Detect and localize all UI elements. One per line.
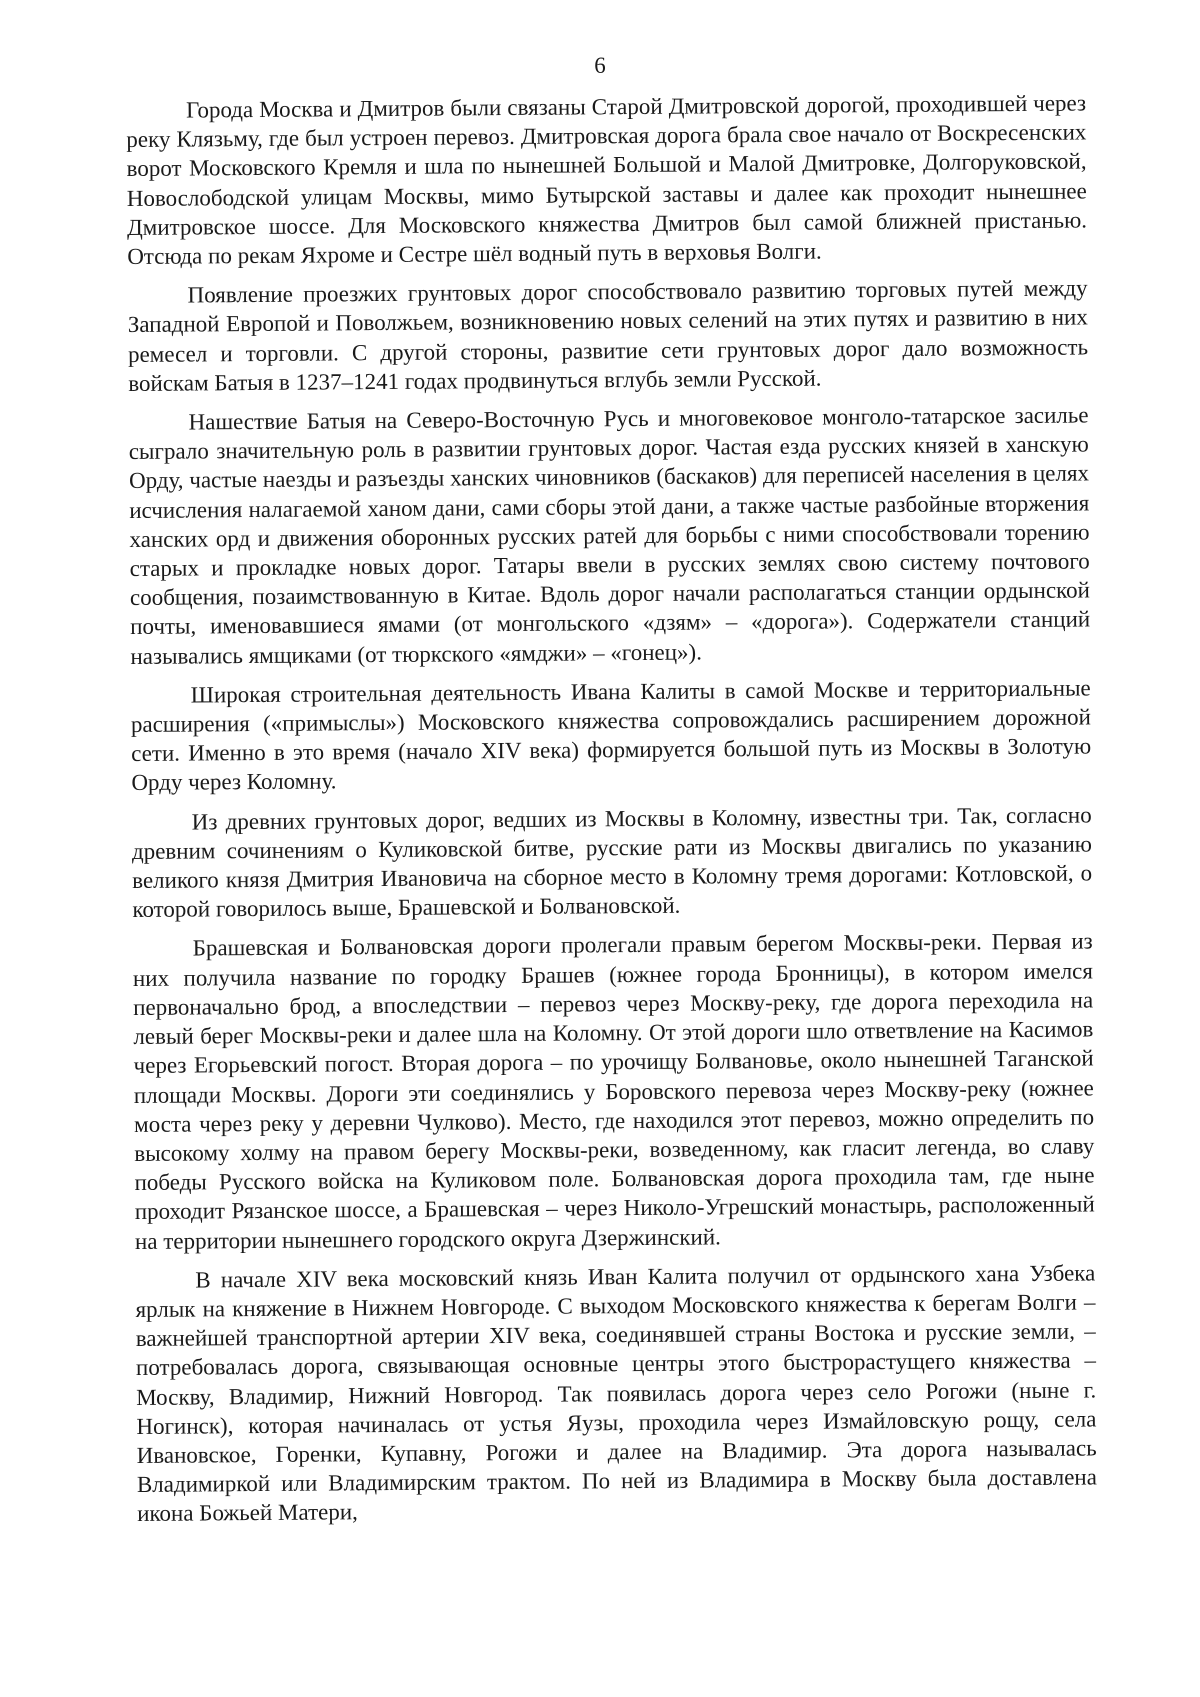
paragraph-vladimir-road: В начале XIV века московский князь Иван Калита получил от ордынского хана Узбека ярлык на княжение в Нижнем Новгороде. С выходом Московского княжества к берегам Волги – важнейшей транспортной артерии XIV века, соединявшей страны Востока и русские земли, – потребовалась дорога, связывающая основные центры этого быстрорастущего княжества – Москву, Владимир, Нижний Новгород. Так появилась дорога через село Рогожи (ныне г. Ногинск), которая начиналась от устья Яузы, проходила через Измайловскую рощу, села Ивановское, Горенки, Купавну, Рогожи и далее на Владимир. Эта дорога называлась Владимиркой или Владимирским трактом. По ней из Владимира в Москву была доставлена икона Божьей Матери, [135,1260,1097,1527]
paragraph-dmitrov-road: Города Москва и Дмитров были связаны Старой Дмитровской дорогой, проходившей через реку Клязьму, где был устроен перевоз. Дмитровская дорога брала свое начало от Воскресенских ворот Московского Кремля и шла по нынешней Большой и Малой Дмитровке, Долгоруковской, Новослободской улицам Москвы, мимо Бутырской заставы и далее как проходит нынешнее Дмитровское шоссе. Для Московского княжества Дмитров был самой ближней пристанью. Отсюда по рекам Яхроме и Сестре шёл водный путь в верховья Волги. [126,90,1088,270]
paragraph-batu-invasion: Нашествие Батыя на Северо-Восточную Русь и многовековое монголо-татарское засилье сыграло значительную роль в развитии грунтовых дорог. Частая езда русских князей в ханскую Орду, частые наезды и разъезды ханских чиновников (баскаков) для переписей населения в целях исчисления налагаемой ханом дани, сами сборы этой дани, а также частые разбойные вторжения ханских орд и движения оборонных русских ратей для борьбы с ними способствовали торению старых и прокладке новых дорог. Татары ввели в русских землях свою систему почтового сообщения, позаимствованную в Китае. Вдоль дорог начали располагаться станции ордынской почты, именовавшиеся ямами (от монгольского «дзям» – «дорога»). Содержатели станций назывались ямщиками (от тюркского «ямджи» – «гонец»). [128,402,1091,669]
paragraph-ivan-kalita: Широкая строительная деятельность Ивана Калиты в самой Москве и территориальные расширения («примыслы») Московского княжества сопровождались расширением дорожной сети. Именно в это время (начало XIV века) формируется большой путь из Москвы в Золотую Орду через Коломну. [130,675,1092,796]
document-body [126,88,1097,1538]
paragraph-kolomna-roads: Из древних грунтовых дорог, ведших из Москвы в Коломну, известны три. Так, согласно древним сочинениям о Куликовской битве, русские рати из Москвы двигались по указанию великого князя Дмитрия Ивановича на сборное место в Коломну тремя дорогами: Котловской, о которой говорилось выше, Брашевской и Болвановской. [131,802,1093,923]
page-number: 6 [594,53,606,78]
paragraph-brashevo-bolvanovo: Брашевская и Болвановская дороги пролегали правым берегом Москвы-реки. Первая из них получила название по городку Брашев (южнее города Бронницы), в котором имелся первоначально брод, а впоследствии – перевоз через Москву-реку, где дорога переходила на левый берег Москвы-реки и далее шла на Коломну. От этой дороги шло ответвление на Касимов через Егорьевский погост. Вторая дорога – по урочищу Болвановье, около нынешней Таганской площади Москвы. Дороги эти соединялись у Боровского перевоза через Москву-реку (южнее моста через реку у деревни Чулково). Место, где находился этот перевоз, можно определить по высокому холму на правом берегу Москвы-реки, возведенному, как гласит легенда, во славу победы Русского войска на Куликовом поле. Болвановская дорога проходила там, где ныне проходит Рязанское шоссе, а Брашевская – через Николо-Угрешский монастырь, расположенный на территории нынешнего городского округа Дзержинский. [132,928,1095,1254]
paragraph-dirt-roads: Появление проезжих грунтовых дорог способствовало развитию торговых путей между Западной Европой и Поволжьем, возникновению новых селений на этих путях и развитию в них ремесел и торговли. С другой стороны, развитие сети грунтовых дорог дало возможность войскам Батыя в 1237–1241 годах продвинуться вглубь земли Русской. [127,275,1089,396]
